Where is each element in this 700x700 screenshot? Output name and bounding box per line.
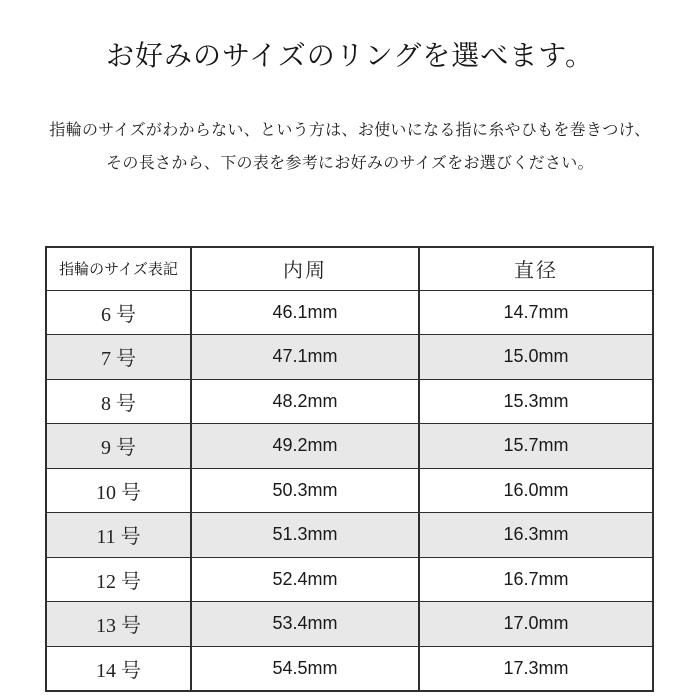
inner-circumference-cell: 52.4mm bbox=[191, 557, 419, 602]
table-row bbox=[46, 468, 653, 513]
inner-circumference-cell: 51.3mm bbox=[191, 513, 419, 558]
column-header-size-notation: 指輪のサイズ表記 bbox=[46, 247, 191, 290]
table-row bbox=[46, 424, 653, 469]
size-cell: 6 号 bbox=[46, 290, 191, 335]
table-header-row bbox=[46, 247, 653, 290]
inner-circumference-cell: 49.2mm bbox=[191, 424, 419, 469]
table-row bbox=[46, 513, 653, 558]
table-row bbox=[46, 335, 653, 380]
diameter-cell: 17.3mm bbox=[419, 646, 653, 691]
diameter-cell: 16.0mm bbox=[419, 468, 653, 513]
page-title: お好みのサイズのリングを選べます。 bbox=[106, 41, 594, 72]
table-row bbox=[46, 290, 653, 335]
inner-circumference-cell: 47.1mm bbox=[191, 335, 419, 380]
ring-size-guide-page bbox=[0, 34, 700, 700]
inner-circumference-cell: 54.5mm bbox=[191, 646, 419, 691]
size-cell: 8 号 bbox=[46, 379, 191, 424]
diameter-cell: 17.0mm bbox=[419, 602, 653, 647]
column-header-inner-circumference: 内周 bbox=[191, 247, 419, 290]
diameter-cell: 15.0mm bbox=[419, 335, 653, 380]
table-row bbox=[46, 379, 653, 424]
diameter-cell: 16.3mm bbox=[419, 513, 653, 558]
instructions-line2: その長さから、下の表を参考にお好みのサイズをお選びください。 bbox=[106, 155, 594, 172]
table-row bbox=[46, 602, 653, 647]
inner-circumference-cell: 46.1mm bbox=[191, 290, 419, 335]
size-cell: 10 号 bbox=[46, 468, 191, 513]
diameter-cell: 14.7mm bbox=[419, 290, 653, 335]
inner-circumference-cell: 50.3mm bbox=[191, 468, 419, 513]
size-cell: 13 号 bbox=[46, 602, 191, 647]
diameter-cell: 15.7mm bbox=[419, 424, 653, 469]
table-row bbox=[46, 646, 653, 691]
instructions-text bbox=[0, 114, 700, 180]
diameter-cell: 15.3mm bbox=[419, 379, 653, 424]
size-cell: 11 号 bbox=[46, 513, 191, 558]
size-cell: 12 号 bbox=[46, 557, 191, 602]
size-cell: 7 号 bbox=[46, 335, 191, 380]
inner-circumference-cell: 53.4mm bbox=[191, 602, 419, 647]
ring-size-table bbox=[45, 246, 654, 692]
inner-circumference-cell: 48.2mm bbox=[191, 379, 419, 424]
diameter-cell: 16.7mm bbox=[419, 557, 653, 602]
column-header-diameter: 直径 bbox=[419, 247, 653, 290]
table-row bbox=[46, 557, 653, 602]
size-cell: 14 号 bbox=[46, 646, 191, 691]
size-cell: 9 号 bbox=[46, 424, 191, 469]
instructions-line1: 指輪のサイズがわからない、という方は、お使いになる指に糸やひもを巻きつけ、 bbox=[49, 122, 651, 139]
